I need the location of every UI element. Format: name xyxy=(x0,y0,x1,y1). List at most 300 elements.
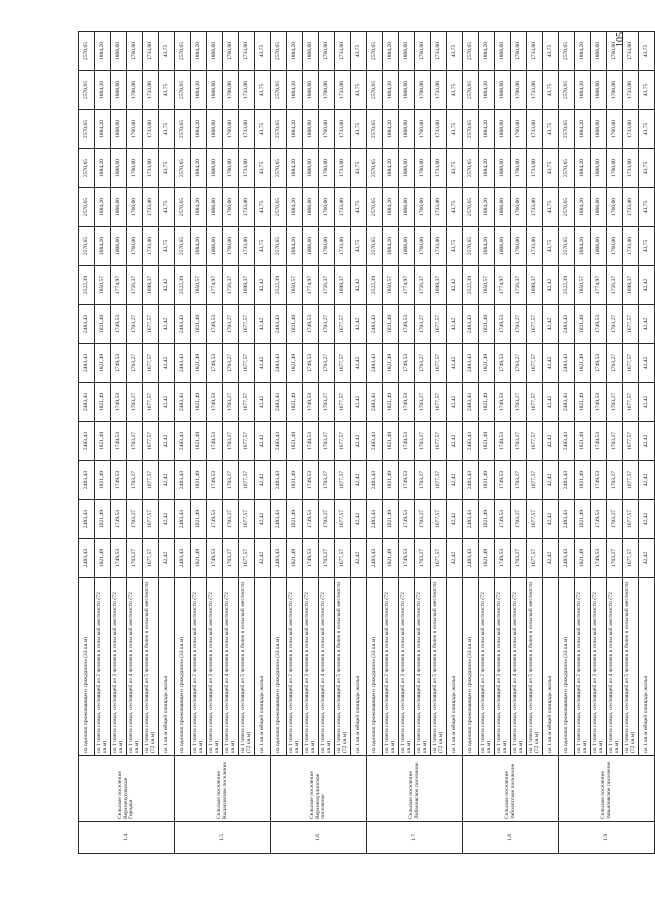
value-cell: 1677,57 xyxy=(239,422,255,461)
value-cell: 42,42 xyxy=(447,539,463,578)
value-cell: 43,75 xyxy=(159,71,175,110)
value-cell: 42,42 xyxy=(447,266,463,305)
value-cell: 2570,65 xyxy=(271,149,287,188)
value-cell: 1808,60 xyxy=(111,32,127,71)
value-cell: 1733,00 xyxy=(623,188,639,227)
value-cell: 42,42 xyxy=(159,422,175,461)
value-cell: 1808,60 xyxy=(111,71,127,110)
value-cell: 1703,27 xyxy=(607,500,623,539)
value-cell: 1703,27 xyxy=(127,344,143,383)
value-cell: 2483,43 xyxy=(463,500,479,539)
value-cell: 2483,43 xyxy=(175,344,191,383)
value-cell: 1821,49 xyxy=(287,500,303,539)
page-number: 105 xyxy=(614,31,626,47)
value-cell: 2570,65 xyxy=(463,188,479,227)
value-cell: 1808,60 xyxy=(591,71,607,110)
value-cell: 1821,49 xyxy=(287,344,303,383)
value-cell: 1703,27 xyxy=(415,539,431,578)
value-cell: 43,75 xyxy=(159,110,175,149)
value-cell: 1808,60 xyxy=(207,110,223,149)
value-cell: 1774,97 xyxy=(207,266,223,305)
value-cell: 1699,37 xyxy=(623,266,639,305)
value-cell: 2570,65 xyxy=(79,227,95,266)
value-cell: 43,75 xyxy=(159,188,175,227)
value-cell: 1677,57 xyxy=(335,344,351,383)
table-row xyxy=(495,32,511,854)
value-cell: 1884,20 xyxy=(383,110,399,149)
value-cell: 1677,57 xyxy=(335,500,351,539)
value-cell: 42,42 xyxy=(639,383,655,422)
value-cell: 1677,57 xyxy=(239,305,255,344)
value-cell: 42,42 xyxy=(639,266,655,305)
value-cell: 1821,49 xyxy=(479,422,495,461)
value-cell: 43,75 xyxy=(543,227,559,266)
value-cell: 42,42 xyxy=(351,539,367,578)
table-row xyxy=(223,32,239,854)
value-cell: 1760,00 xyxy=(223,32,239,71)
value-cell: 2483,43 xyxy=(175,383,191,422)
value-cell: 43,75 xyxy=(447,110,463,149)
table-row xyxy=(607,32,623,854)
value-cell: 42,42 xyxy=(351,461,367,500)
value-cell: 2483,43 xyxy=(175,500,191,539)
value-cell: 42,42 xyxy=(351,266,367,305)
value-cell: 1884,20 xyxy=(479,32,495,71)
value-cell: 2522,39 xyxy=(367,266,383,305)
value-cell: 2522,39 xyxy=(559,266,575,305)
value-cell: 1808,60 xyxy=(303,110,319,149)
value-cell: 2483,43 xyxy=(271,422,287,461)
value-cell: 2570,65 xyxy=(367,32,383,71)
value-cell: 1749,53 xyxy=(399,461,415,500)
value-cell: 1884,20 xyxy=(479,110,495,149)
value-cell: 43,75 xyxy=(351,71,367,110)
value-cell: 1749,53 xyxy=(303,344,319,383)
value-cell: 1808,60 xyxy=(399,71,415,110)
value-cell: 2483,43 xyxy=(271,344,287,383)
value-cell: 1821,49 xyxy=(191,383,207,422)
value-cell: 2483,43 xyxy=(271,461,287,500)
value-cell: 1760,00 xyxy=(319,188,335,227)
value-cell: 42,42 xyxy=(639,305,655,344)
value-cell: 2570,65 xyxy=(79,71,95,110)
value-cell: 42,42 xyxy=(255,383,271,422)
row-description: на 1 кв.м общей площади жилья xyxy=(447,578,463,756)
value-cell: 1808,60 xyxy=(207,227,223,266)
value-cell: 43,75 xyxy=(447,188,463,227)
row-description: на 1 члена семьи, состоящей из 5 человек и более в сельской местности (72 кв.м) xyxy=(623,578,639,756)
value-cell: 1821,49 xyxy=(383,383,399,422)
value-cell: 1749,53 xyxy=(111,422,127,461)
value-cell: 2483,43 xyxy=(79,305,95,344)
value-cell: 1733,00 xyxy=(527,188,543,227)
value-cell: 1749,53 xyxy=(303,461,319,500)
value-cell: 1677,57 xyxy=(623,344,639,383)
value-cell: 1703,27 xyxy=(127,461,143,500)
value-cell: 1677,57 xyxy=(335,305,351,344)
section-name: Сельское поселение Лобановское поселение xyxy=(367,756,463,822)
value-cell: 1677,57 xyxy=(527,422,543,461)
value-cell: 1699,37 xyxy=(527,266,543,305)
value-cell: 1749,53 xyxy=(303,422,319,461)
table-row xyxy=(415,32,431,854)
value-cell: 43,75 xyxy=(639,149,655,188)
value-cell: 1821,49 xyxy=(383,344,399,383)
value-cell: 1774,97 xyxy=(495,266,511,305)
value-cell: 43,75 xyxy=(639,32,655,71)
value-cell: 1733,00 xyxy=(143,188,159,227)
value-cell: 2570,65 xyxy=(271,110,287,149)
row-description: на 1 члена семьи, состоящей из 4 человек в сельской местности (72 кв.м) xyxy=(223,578,239,756)
section-name: Сельское поселение Заболотское поселение xyxy=(463,756,559,822)
value-cell: 43,75 xyxy=(255,149,271,188)
value-cell: 2570,65 xyxy=(79,188,95,227)
value-cell: 1808,60 xyxy=(495,110,511,149)
value-cell: 42,42 xyxy=(159,461,175,500)
value-cell: 1760,00 xyxy=(223,71,239,110)
table-row xyxy=(431,32,447,854)
value-cell: 1821,49 xyxy=(287,539,303,578)
value-cell: 1760,00 xyxy=(319,227,335,266)
value-cell: 1760,00 xyxy=(319,71,335,110)
value-cell: 1884,20 xyxy=(575,32,591,71)
value-cell: 1821,49 xyxy=(191,539,207,578)
value-cell: 1808,60 xyxy=(399,188,415,227)
value-cell: 1884,20 xyxy=(191,227,207,266)
value-cell: 1733,00 xyxy=(335,32,351,71)
value-cell: 1733,00 xyxy=(431,149,447,188)
value-cell: 1821,49 xyxy=(479,539,495,578)
value-cell: 1703,27 xyxy=(415,500,431,539)
value-cell: 1677,57 xyxy=(527,305,543,344)
value-cell: 1808,60 xyxy=(399,149,415,188)
value-cell: 1733,00 xyxy=(431,227,447,266)
value-cell: 42,42 xyxy=(159,383,175,422)
value-cell: 1884,20 xyxy=(287,188,303,227)
value-cell: 1703,27 xyxy=(415,422,431,461)
value-cell: 42,42 xyxy=(543,422,559,461)
value-cell: 1677,57 xyxy=(431,461,447,500)
value-cell: 42,42 xyxy=(447,305,463,344)
value-cell: 1703,27 xyxy=(223,539,239,578)
row-description: на 1 члена семьи, состоящей из 2 человек в сельской местности (72 кв.м) xyxy=(287,578,303,756)
value-cell: 1760,00 xyxy=(127,32,143,71)
value-cell: 1808,60 xyxy=(303,188,319,227)
value-cell: 1749,53 xyxy=(111,344,127,383)
value-cell: 1703,27 xyxy=(127,383,143,422)
value-cell: 2570,65 xyxy=(463,227,479,266)
section-number: 1.4 xyxy=(79,822,175,854)
value-cell: 1850,57 xyxy=(383,266,399,305)
value-cell: 1749,53 xyxy=(591,461,607,500)
value-cell: 2483,43 xyxy=(175,539,191,578)
value-cell: 43,75 xyxy=(159,149,175,188)
row-description: на 1 члена семьи, состоящей из 5 человек и более в сельской местности (72 кв.м) xyxy=(335,578,351,756)
value-cell: 2570,65 xyxy=(463,71,479,110)
value-cell: 1821,49 xyxy=(95,305,111,344)
value-cell: 1749,53 xyxy=(495,305,511,344)
value-cell: 1760,00 xyxy=(415,110,431,149)
value-cell: 1884,20 xyxy=(191,32,207,71)
row-description: на 1 кв.м общей площади жилья xyxy=(543,578,559,756)
value-cell: 1677,57 xyxy=(143,305,159,344)
value-cell: 2570,65 xyxy=(463,149,479,188)
value-cell: 1808,60 xyxy=(591,32,607,71)
table-row xyxy=(575,32,591,854)
value-cell: 1703,27 xyxy=(319,539,335,578)
value-cell: 1677,57 xyxy=(143,500,159,539)
value-cell: 1749,53 xyxy=(495,500,511,539)
section-name: Сельское поселение Верхнечусовские Городки xyxy=(79,756,175,822)
value-cell: 1808,60 xyxy=(207,149,223,188)
value-cell: 2483,43 xyxy=(271,500,287,539)
value-cell: 1884,20 xyxy=(575,227,591,266)
value-cell: 1733,00 xyxy=(623,149,639,188)
value-cell: 43,75 xyxy=(159,227,175,266)
value-cell: 1677,57 xyxy=(239,461,255,500)
row-description: на 1 кв.м общей площади жилья xyxy=(255,578,271,756)
value-cell: 1677,57 xyxy=(143,344,159,383)
value-cell: 43,75 xyxy=(447,227,463,266)
value-cell: 1749,53 xyxy=(399,344,415,383)
value-cell: 1733,00 xyxy=(527,149,543,188)
row-description: на 1 члена семьи, состоящей из 3 человек в сельской местности (72 кв.м) xyxy=(303,578,319,756)
value-cell: 1703,27 xyxy=(511,383,527,422)
value-cell: 1677,57 xyxy=(335,539,351,578)
value-cell: 1733,00 xyxy=(335,149,351,188)
value-cell: 1677,57 xyxy=(431,344,447,383)
value-cell: 1808,60 xyxy=(495,188,511,227)
value-cell: 2570,65 xyxy=(175,110,191,149)
value-cell: 2483,43 xyxy=(559,305,575,344)
table-row xyxy=(271,32,287,854)
value-cell: 1733,00 xyxy=(143,110,159,149)
value-cell: 42,42 xyxy=(255,344,271,383)
value-cell: 1821,49 xyxy=(575,305,591,344)
value-cell: 1733,00 xyxy=(335,71,351,110)
value-cell: 1821,49 xyxy=(383,500,399,539)
value-cell: 1821,49 xyxy=(191,422,207,461)
value-cell: 2483,43 xyxy=(463,539,479,578)
value-cell: 1703,27 xyxy=(319,461,335,500)
value-cell: 2483,43 xyxy=(367,383,383,422)
value-cell: 1884,20 xyxy=(287,110,303,149)
value-cell: 2483,43 xyxy=(463,344,479,383)
value-cell: 1749,53 xyxy=(591,344,607,383)
table-row xyxy=(287,32,303,854)
value-cell: 1703,27 xyxy=(415,461,431,500)
table-row xyxy=(111,32,127,854)
value-cell: 1808,60 xyxy=(591,149,607,188)
value-cell: 1703,27 xyxy=(511,344,527,383)
value-cell: 2483,43 xyxy=(367,344,383,383)
value-cell: 1703,27 xyxy=(511,305,527,344)
value-cell: 1884,20 xyxy=(191,71,207,110)
value-cell: 2483,43 xyxy=(79,539,95,578)
value-cell: 1821,49 xyxy=(575,500,591,539)
value-cell: 43,75 xyxy=(447,149,463,188)
value-cell: 1760,00 xyxy=(607,32,623,71)
table-row xyxy=(623,32,639,854)
value-cell: 1821,49 xyxy=(95,461,111,500)
value-cell: 1677,57 xyxy=(143,461,159,500)
value-cell: 1749,53 xyxy=(207,422,223,461)
value-cell: 42,42 xyxy=(639,422,655,461)
value-cell: 1808,60 xyxy=(111,149,127,188)
value-cell: 1884,20 xyxy=(95,32,111,71)
value-cell: 1760,00 xyxy=(607,227,623,266)
value-cell: 2570,65 xyxy=(175,32,191,71)
value-cell: 42,42 xyxy=(543,383,559,422)
value-cell: 2570,65 xyxy=(175,71,191,110)
value-cell: 1760,00 xyxy=(127,188,143,227)
value-cell: 1733,00 xyxy=(431,71,447,110)
value-cell: 2483,43 xyxy=(463,305,479,344)
value-cell: 1733,00 xyxy=(527,110,543,149)
value-cell: 1726,37 xyxy=(415,266,431,305)
table-row xyxy=(383,32,399,854)
value-cell: 1703,27 xyxy=(415,344,431,383)
value-cell: 1808,60 xyxy=(111,188,127,227)
value-cell: 1733,00 xyxy=(143,227,159,266)
row-description: на 1 члена семьи, состоящей из 5 человек и более в сельской местности (72 кв.м) xyxy=(527,578,543,756)
value-cell: 1808,60 xyxy=(207,188,223,227)
value-cell: 42,42 xyxy=(639,344,655,383)
value-cell: 1850,57 xyxy=(287,266,303,305)
value-cell: 1884,20 xyxy=(191,149,207,188)
value-cell: 43,75 xyxy=(255,110,271,149)
table-row xyxy=(447,32,463,854)
value-cell: 1821,49 xyxy=(191,305,207,344)
value-cell: 1774,97 xyxy=(111,266,127,305)
value-cell: 1821,49 xyxy=(95,539,111,578)
value-cell: 2570,65 xyxy=(559,71,575,110)
table-row xyxy=(303,32,319,854)
value-cell: 2522,39 xyxy=(79,266,95,305)
value-cell: 1703,27 xyxy=(223,500,239,539)
value-cell: 1733,00 xyxy=(431,32,447,71)
value-cell: 1760,00 xyxy=(511,71,527,110)
table-row xyxy=(367,32,383,854)
value-cell: 1733,00 xyxy=(527,227,543,266)
value-cell: 2483,43 xyxy=(463,422,479,461)
value-cell: 43,75 xyxy=(159,32,175,71)
value-cell: 1749,53 xyxy=(399,422,415,461)
value-cell: 2570,65 xyxy=(559,110,575,149)
value-cell: 1749,53 xyxy=(303,500,319,539)
value-cell: 2483,43 xyxy=(271,383,287,422)
row-description: на одиноко проживающего гражданина (33 кв.м) xyxy=(559,578,575,756)
value-cell: 42,42 xyxy=(639,500,655,539)
value-cell: 2570,65 xyxy=(175,227,191,266)
value-cell: 1677,57 xyxy=(239,539,255,578)
value-cell: 2570,65 xyxy=(367,149,383,188)
value-cell: 1733,00 xyxy=(431,110,447,149)
value-cell: 1733,00 xyxy=(623,71,639,110)
value-cell: 1808,60 xyxy=(207,71,223,110)
value-cell: 1703,27 xyxy=(223,461,239,500)
value-cell: 1726,37 xyxy=(607,266,623,305)
value-cell: 1699,37 xyxy=(431,266,447,305)
value-cell: 1749,53 xyxy=(207,305,223,344)
value-cell: 1703,27 xyxy=(319,422,335,461)
value-cell: 1760,00 xyxy=(223,227,239,266)
value-cell: 2483,43 xyxy=(559,344,575,383)
value-cell: 1808,60 xyxy=(207,32,223,71)
value-cell: 1821,49 xyxy=(191,344,207,383)
value-cell: 1760,00 xyxy=(511,32,527,71)
value-cell: 1821,49 xyxy=(383,461,399,500)
section-number: 1.8 xyxy=(463,822,559,854)
value-cell: 42,42 xyxy=(543,500,559,539)
value-cell: 1733,00 xyxy=(623,227,639,266)
value-cell: 43,75 xyxy=(639,188,655,227)
value-cell: 1760,00 xyxy=(223,149,239,188)
row-description: на 1 члена семьи, состоящей из 4 человек в сельской местности (72 кв.м) xyxy=(511,578,527,756)
value-cell: 1821,49 xyxy=(95,422,111,461)
value-cell: 2570,65 xyxy=(463,110,479,149)
value-cell: 2483,43 xyxy=(271,539,287,578)
value-cell: 1749,53 xyxy=(591,422,607,461)
section-name: Сельское поселение Верхнемуллинское поселение xyxy=(271,756,367,822)
value-cell: 42,42 xyxy=(351,500,367,539)
value-cell: 1808,60 xyxy=(495,227,511,266)
value-cell: 1733,00 xyxy=(143,149,159,188)
value-cell: 1677,57 xyxy=(623,539,639,578)
value-cell: 43,75 xyxy=(351,149,367,188)
value-cell: 43,75 xyxy=(639,110,655,149)
value-cell: 42,42 xyxy=(159,500,175,539)
value-cell: 42,42 xyxy=(159,344,175,383)
value-cell: 1703,27 xyxy=(607,461,623,500)
value-cell: 2570,65 xyxy=(463,32,479,71)
value-cell: 1749,53 xyxy=(399,305,415,344)
value-cell: 2522,39 xyxy=(271,266,287,305)
value-cell: 42,42 xyxy=(255,539,271,578)
value-cell: 1733,00 xyxy=(335,227,351,266)
value-cell: 1733,00 xyxy=(335,110,351,149)
value-cell: 1884,20 xyxy=(383,188,399,227)
value-cell: 1749,53 xyxy=(495,539,511,578)
value-cell: 42,42 xyxy=(351,305,367,344)
row-description: на 1 члена семьи, состоящей из 3 человек в сельской местности (72 кв.м) xyxy=(495,578,511,756)
value-cell: 1703,27 xyxy=(607,383,623,422)
value-cell: 42,42 xyxy=(543,305,559,344)
section-name: Сельское поселение Кыласовское поселение xyxy=(175,756,271,822)
value-cell: 2483,43 xyxy=(367,539,383,578)
value-cell: 43,75 xyxy=(543,71,559,110)
table-row xyxy=(463,32,479,854)
value-cell: 2570,65 xyxy=(271,71,287,110)
table-row xyxy=(559,32,575,854)
row-description: на 1 члена семьи, состоящей из 3 человек в сельской местности (72 кв.м) xyxy=(207,578,223,756)
value-cell: 1821,49 xyxy=(479,500,495,539)
value-cell: 1703,27 xyxy=(415,383,431,422)
value-cell: 1760,00 xyxy=(607,149,623,188)
section-number: 1.6 xyxy=(271,822,367,854)
value-cell: 43,75 xyxy=(351,110,367,149)
value-cell: 2570,65 xyxy=(559,32,575,71)
row-description: на 1 члена семьи, состоящей из 3 человек в сельской местности (72 кв.м) xyxy=(399,578,415,756)
value-cell: 1677,57 xyxy=(623,500,639,539)
row-description: на 1 члена семьи, состоящей из 5 человек и более в сельской местности (72 кв.м) xyxy=(431,578,447,756)
value-cell: 1749,53 xyxy=(303,305,319,344)
value-cell: 1760,00 xyxy=(127,149,143,188)
value-cell: 2570,65 xyxy=(559,188,575,227)
value-cell: 42,42 xyxy=(159,305,175,344)
value-cell: 1733,00 xyxy=(239,110,255,149)
value-cell: 1677,57 xyxy=(623,305,639,344)
